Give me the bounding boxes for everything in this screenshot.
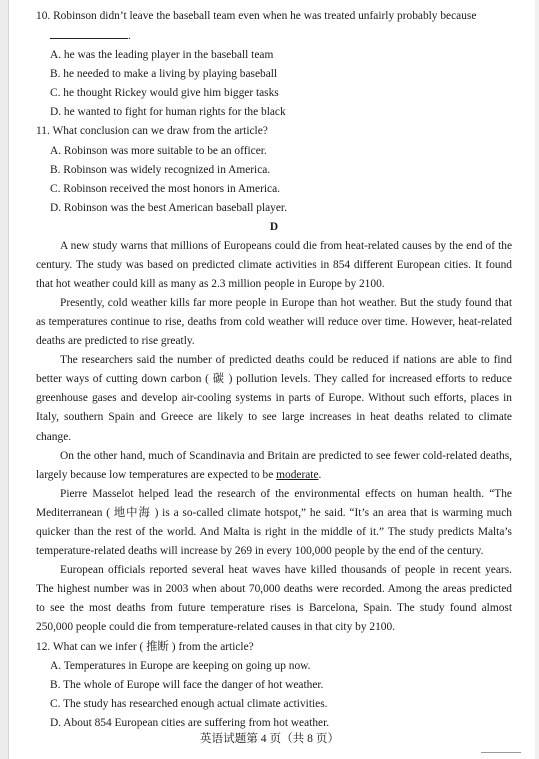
passage-paragraph-4 bbox=[36, 447, 512, 485]
question-12-option-b: B. The whole of Europe will face the danger of hot weather. bbox=[50, 678, 324, 691]
question-12 bbox=[36, 638, 512, 733]
question-10-option-a: A. he was the leading player in the baseball team bbox=[50, 49, 274, 62]
question-10-option-c: C. he thought Rickey would give him bigger tasks bbox=[50, 87, 279, 100]
question-11-stem: 11. What conclusion can we draw from the article? bbox=[36, 125, 268, 138]
passage-paragraph-2: Presently, cold weather kills far more people in Europe than hot weather. But the study found that as temperatures continue to rise, deaths from cold weather will reduce over time. However, heat-related deaths are predicted to rise greatly. bbox=[36, 296, 512, 348]
question-10-stem: 10. Robinson didn’t leave the baseball team even when he was treated unfairly probably because bbox=[36, 10, 477, 22]
underlined-word: moderate bbox=[276, 468, 319, 481]
question-12-option-a: A. Temperatures in Europe are keeping on going up now. bbox=[50, 659, 311, 672]
question-10-blank-line bbox=[36, 26, 512, 46]
passage-paragraph-1: A new study warns that millions of Europeans could die from heat-related causes by the end of the century. The study was based on predicted climate activities in 854 different European cities. It found that hot weather could kill as many as 2.3 million people in Europe by 2100. bbox=[36, 239, 512, 290]
passage-paragraph-6: European officials reported several heat waves have killed thousands of people in recent years. The highest number was in 2003 when about 70,000 deaths were recorded. Among the areas predicted to see the most deaths from future temperature rises is Barcelona, Spain. The study found almost 250,000 people could die from temperature-related causes in that city by 2100. bbox=[36, 564, 512, 634]
page-footer: 英语试题第 4 页（共 8 页） bbox=[199, 732, 340, 745]
question-10-option-b: B. he needed to make a living by playing baseball bbox=[50, 68, 278, 81]
question-12-stem: 12. What can we infer ( 推断 ) from the article? bbox=[36, 640, 254, 653]
question-11-option-d: D. Robinson was the best American baseball player. bbox=[50, 201, 287, 214]
passage-paragraph-3: The researchers said the number of predicted deaths could be reduced if nations are able to find better ways of cutting down carbon ( 碳 ) pollution levels. They called for increased efforts to reduce greenhouse gases and develop air-cooling systems in parts of Europe. Without such efforts, places in Italy, southern Spain and Greece are likely to see large increases in heat deaths related to climate change. bbox=[36, 354, 512, 443]
paragraph-4-text: On the other hand, much of Scandinavia and Britain are predicted to see fewer cold-related deaths, largely because low temperatures are expected to be bbox=[36, 449, 512, 481]
question-11 bbox=[36, 122, 512, 217]
scan-right-edge bbox=[535, 0, 539, 759]
scan-left-edge bbox=[0, 0, 9, 759]
question-11-option-c: C. Robinson received the most honors in America. bbox=[50, 182, 280, 195]
passage-letter: D bbox=[269, 220, 279, 233]
passage-paragraph-5: Pierre Masselot helped lead the research of the environmental effects on human health. “The Mediterranean ( 地中海 ) is a so-called climate hotspot,” he said. “It’s an area that is warming much quicker than the rest of the world. And Malta is right in the middle of it.” The study predicts Malta’s temperature-related deaths will increase by 269 in every 100,000 people by the end of the century. bbox=[36, 487, 512, 558]
question-10-option-d: D. he wanted to fight for human rights for the black bbox=[50, 106, 286, 119]
question-10 bbox=[36, 7, 512, 122]
exam-page-content bbox=[36, 7, 512, 733]
passage-d bbox=[36, 218, 512, 638]
question-11-option-a: A. Robinson was more suitable to be an officer. bbox=[50, 144, 267, 157]
question-11-option-b: B. Robinson was widely recognized in America. bbox=[50, 163, 271, 176]
question-12-option-d: D. About 854 European cities are suffering from hot weather. bbox=[50, 716, 330, 729]
paragraph-4-end: . bbox=[318, 468, 322, 481]
scan-corner-mark bbox=[481, 752, 521, 757]
blank-period: . bbox=[128, 30, 131, 43]
question-12-option-c: C. The study has researched enough actual climate activities. bbox=[50, 697, 328, 710]
answer-blank bbox=[50, 26, 128, 39]
